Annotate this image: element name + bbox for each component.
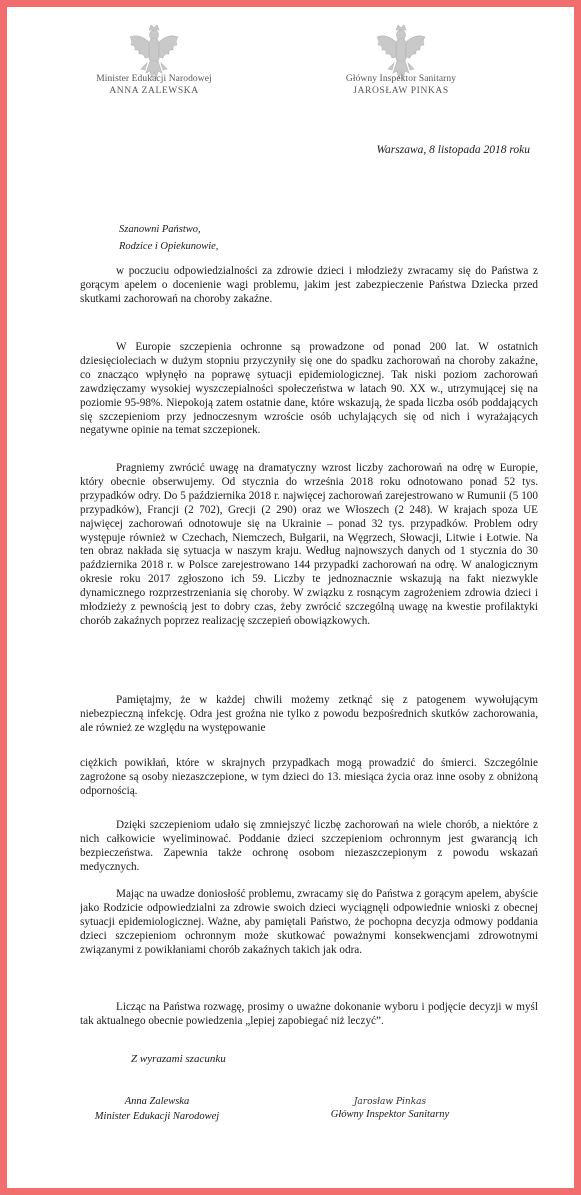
- signature-right-handwritten: Jarosław Pinkas: [353, 1097, 427, 1107]
- paragraph-4: Pamiętajmy, że w każdej chwili możemy zetknąć się z patogenem wywołującym niebezpieczną infekcję. Odra jest groźna nie tylko z powodu bezpośrednich skutków zachorowania, ale również ze względu na występowanie: [80, 694, 538, 734]
- signature-left-title: Minister Edukacji Narodowej: [94, 1111, 220, 1122]
- salutation: [119, 221, 218, 255]
- signature-left-name: Anna Zalewska: [124, 1096, 190, 1107]
- paragraph-2: W Europie szczepienia ochronne są prowadzone od ponad 200 lat. W ostatnich dziesięcioleciach w dużym stopniu przyczyniły się one do spadku zachorowań na choroby zakaźne, co znacząco wpłynęło na poprawę sytuacji epidemiologicznej. Tak niski poziom zachorowań zawdzięczamy wysokiej wyszczepialności społeczeństwa w latach 90. XX w., utrzymującej się na poziomie 95-98%. Niepokoją zatem ostatnie dane, które wskazują, że spada liczba osób poddających się szczepieniom przy jednoczesnym wzroście osób uchylających się od nich i wyrażających negatywne opinie na temat szczepionek.: [80, 341, 538, 437]
- salutation-line-1: Szanowni Państwo,: [119, 224, 201, 235]
- closing-phrase: Z wyrazami szacunku: [131, 1053, 226, 1065]
- header-right-person: JAROSŁAW PINKAS: [353, 86, 449, 96]
- letter-date: Warszawa, 8 listopada 2018 roku: [376, 144, 530, 156]
- salutation-line-2: Rodzice i Opiekunowie,: [119, 241, 219, 252]
- header-left: [59, 73, 249, 97]
- header-left-role: Minister Edukacji Narodowej: [96, 74, 212, 84]
- paragraph-6: Dzięki szczepieniom udało się zmniejszyć liczbę zachorowań na wiele chorób, a niektóre z nich całkowicie wyeliminować. Poddanie dzieci szczepieniom ochronnym jest gwarancją ich bezpieczeństwa. Zapewnia także ochronę osobom niezaszczepionym z powodu wskazań medycznych.: [80, 819, 538, 873]
- header-right-role: Główny Inspektor Sanitarny: [345, 74, 457, 84]
- paragraph-3: Pragniemy zwrócić uwagę na dramatyczny wzrost liczby zachorowań na odrę w Europie, który obecnie obserwujemy. Od stycznia do września 2018 roku odnotowano ponad 52 tys. przypadków odry. Do 5 października 2018 r. najwięcej zachorowań zarejestrowano w Rumunii (5 100 przypadków), Francji (2 702), Grecji (2 290) oraz we Włoszech (2 248). W krajach spoza UE najwięcej zachorowań odnotowuje się na Ukrainie – ponad 32 tys. przypadków. Problem odry występuje również w Czechach, Niemczech, Bułgarii, na Węgrzech, Słowacji, Litwie i Łotwie. Na ten obraz nakłada się sytuacja w naszym kraju. Według najnowszych danych od 1 stycznia do 30 października 2018 r. w Polsce zarejestrowano 144 przypadki zachorowań na odrę. W analogicznym okresie roku 2017 zgłoszono ich 59. Liczby te jednoznacznie wskazują na fakt niezwykle dynamicznego rozprzestrzeniania się choroby. W związku z rosnącym zagrożeniem zdrowia dzieci i młodzieży z pewnością jest to dobry czas, żeby zwrócić szczególną uwagę na kwestie profilaktyki chorób zakaźnych poprzez realizację szczepień obowiązkowych.: [80, 462, 538, 627]
- paragraph-5: ciężkich powikłań, które w skrajnych przypadkach mogą prowadzić do śmierci. Szczególnie zagrożone są osoby niezaszczepione, w tym dzieci do 13. miesiąca życia oraz inne osoby z obniżoną odpornością.: [80, 757, 538, 797]
- signature-right-title: Główny Inspektor Sanitarny: [330, 1109, 450, 1120]
- letter-page: [7, 7, 574, 1188]
- paragraph-7: Mając na uwadze doniosłość problemu, zwracamy się do Państwa z gorącym apelem, abyście jako Rodzicie odpowiedzialni za zdrowie swoich dzieci wyciągnęli odpowiednie wnioski z obecnej sytuacji epidemiologicznej. Ważne, aby pamiętali Państwo, że pochopna decyzja odmowy poddania dzieci szczepieniom ochronnym może skutkować poważnymi konsekwencjami zdrowotnymi związanymi z powikłaniami chorób zakaźnych takich jak odra.: [80, 888, 538, 956]
- header-right: [306, 73, 496, 97]
- header-left-person: ANNA ZALEWSKA: [109, 86, 199, 96]
- signature-left: [62, 1094, 252, 1124]
- paragraph-1: w poczuciu odpowiedzialności za zdrowie dzieci i młodzieży zwracamy się do Państwa z gorącym apelem o docenienie wagi problemu, jakim jest zabezpieczenie Państwa Dziecka przed skutkami zachorowań na choroby zakaźne.: [80, 265, 538, 305]
- signature-right: [295, 1097, 485, 1122]
- paragraph-8: Licząc na Państwa rozwagę, prosimy o uważne dokonanie wyboru i podjęcie decyzji w myśl tak aktualnego obecnie powiedzenia „lepiej zapobiegać niż leczyć”.: [80, 1001, 538, 1027]
